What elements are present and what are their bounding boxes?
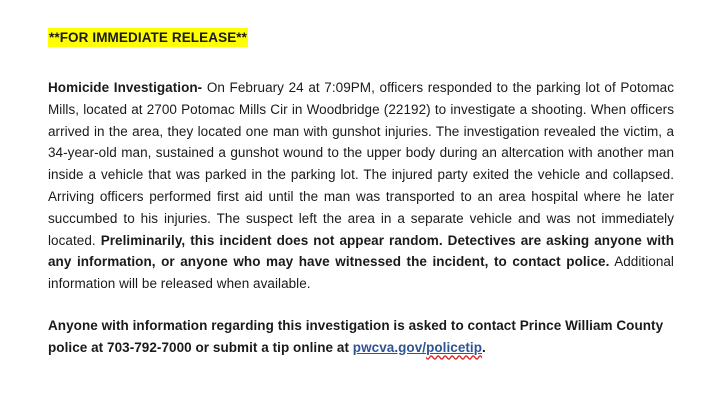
contact-paragraph — [48, 315, 674, 359]
contact-text: Anyone with information regarding this investigation is asked to contact Prince William County police at 703-792-7000 or submit a tip online at — [48, 317, 664, 355]
incident-paragraph — [48, 77, 674, 295]
policetip-link[interactable] — [353, 340, 482, 355]
contact-end: . — [482, 339, 486, 355]
release-tag: **FOR IMMEDIATE RELEASE** — [49, 30, 248, 45]
incident-text: On February 24 at 7:09PM, officers responded to the parking lot of Potomac Mills, located at 2700 Potomac Mills Cir in Woodbridge (22192) to investigate a shooting. When officers arrived in the area, they located one man with gunshot injuries. The investigation revealed the victim, a 34-year-old man, sustained a gunshot wound to the upper body during an altercation with another man inside a vehicle that was parked in the parking lot. The injured party exited the vehicle and collapsed. Arriving officers performed first aid until the man was transported to an area hospital where he later succumbed to his injuries. The suspect left the area in a separate vehicle and was not immediately located. — [48, 80, 674, 248]
policetip-link-prefix: pwcva.gov/ — [352, 339, 427, 355]
release-tag-line — [48, 28, 674, 47]
incident-appeal: Preliminarily, this incident does not appear random. Detectives are asking anyone with any information, or anyone who may have witnessed the incident, to contact police. — [48, 232, 674, 270]
press-release — [48, 28, 674, 359]
incident-closing: Additional information will be released when available. — [48, 254, 674, 292]
policetip-link-suffix: policetip — [426, 339, 483, 355]
incident-heading: Homicide Investigation- — [48, 80, 203, 95]
